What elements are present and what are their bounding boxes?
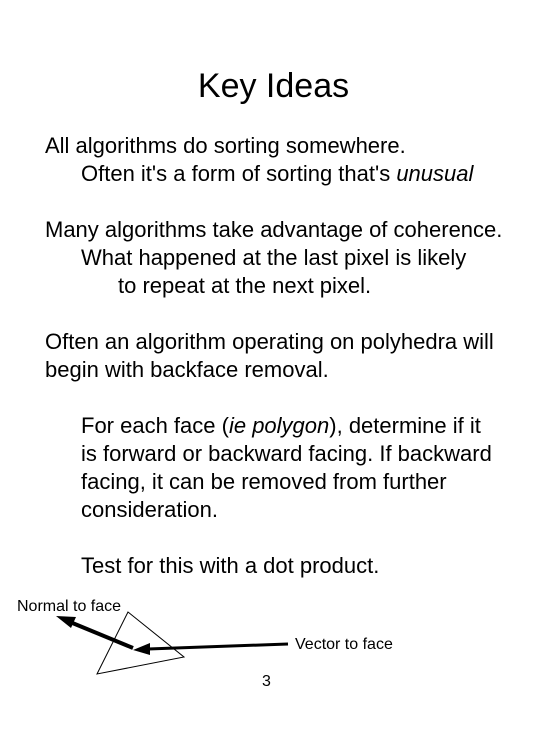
face-triangle — [97, 612, 184, 674]
page-number: 3 — [262, 673, 271, 690]
vector-to-face-label: Vector to face — [295, 636, 393, 653]
p1-line1: All algorithms do sorting somewhere. — [45, 133, 406, 158]
p2-line2: What happened at the last pixel is likely — [81, 245, 467, 270]
normal-arrow-shaft — [70, 622, 133, 648]
p2-line3: to repeat at the next pixel. — [118, 273, 372, 298]
p4-line3: facing, it can be removed from further — [81, 469, 447, 494]
slide-title: Key Ideas — [197, 67, 350, 105]
p2-line1: Many algorithms take advantage of coherence. — [45, 217, 503, 242]
p5-line1: Test for this with a dot product. — [81, 553, 380, 578]
p4-line1-emphasis: ie polygon — [228, 413, 330, 438]
vector-arrow-head — [133, 643, 150, 655]
p4-line1 — [81, 412, 481, 440]
p4-line1-text-a: For each face ( — [81, 413, 229, 438]
p1-line2-emphasis: unusual — [396, 161, 474, 186]
normal-arrow-head — [56, 616, 76, 628]
p1-line2-text: Often it's a form of sorting that's — [81, 161, 397, 186]
p4-line4: consideration. — [81, 497, 218, 522]
p4-line2: is forward or backward facing. If backward — [81, 441, 492, 466]
p3-line2: begin with backface removal. — [45, 357, 329, 382]
p3-line1: Often an algorithm operating on polyhedra will — [45, 329, 494, 354]
p1-line2 — [81, 160, 473, 188]
p4-line1-text-b: ), determine if it — [329, 413, 481, 438]
normal-to-face-label: Normal to face — [17, 598, 122, 615]
